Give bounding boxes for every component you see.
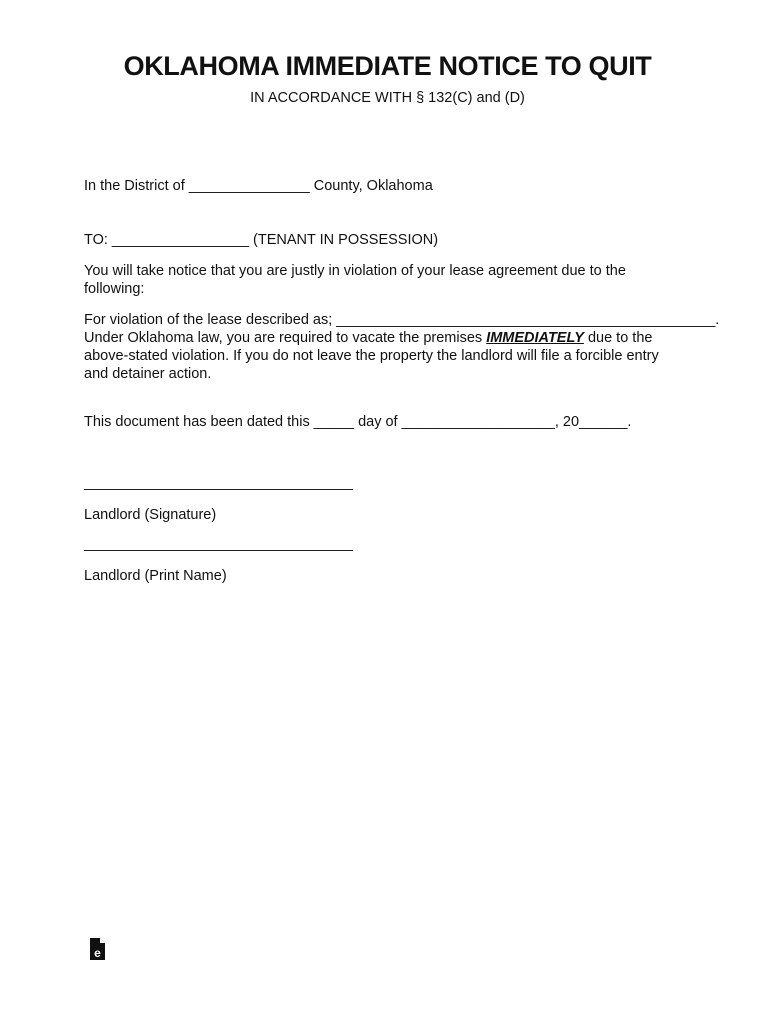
notice-paragraph — [84, 262, 694, 298]
immediately-emphasis: IMMEDIATELY — [486, 330, 584, 346]
tenant-line: TO: _________________ (TENANT IN POSSESSION) — [84, 232, 439, 248]
notice-line: You will take notice that you are justly in violation of your lease agreement due to the — [84, 263, 626, 279]
violation-line: For violation of the lease described as; _______________________________________________. — [84, 312, 720, 328]
violation-paragraph — [84, 311, 720, 383]
print-name-label: Landlord (Print Name) — [84, 568, 227, 584]
signature-label: Landlord (Signature) — [84, 507, 217, 523]
law-line-text: Under Oklahoma law, you are required to vacate the premises — [84, 330, 487, 346]
law-line: and detainer action. — [84, 366, 212, 382]
district-line: In the District of _______________ County, Oklahoma — [84, 178, 433, 194]
document-title: OKLAHOMA IMMEDIATE NOTICE TO QUIT — [123, 51, 652, 81]
notice-line: following: — [84, 281, 145, 297]
law-line-text: due to the — [583, 330, 653, 346]
law-line: above-stated violation. If you do not leave the property the landlord will file a forcible entry — [84, 348, 659, 364]
dated-line: This document has been dated this _____ day of ___________________, 20______. — [84, 414, 632, 430]
signature-line — [84, 489, 353, 490]
document-subtitle: IN ACCORDANCE WITH § 132(C) and (D) — [250, 90, 525, 106]
print-name-line — [84, 550, 353, 551]
law-line — [84, 329, 694, 347]
svg-text:e: e — [94, 946, 101, 960]
eforms-logo-icon — [89, 937, 106, 961]
